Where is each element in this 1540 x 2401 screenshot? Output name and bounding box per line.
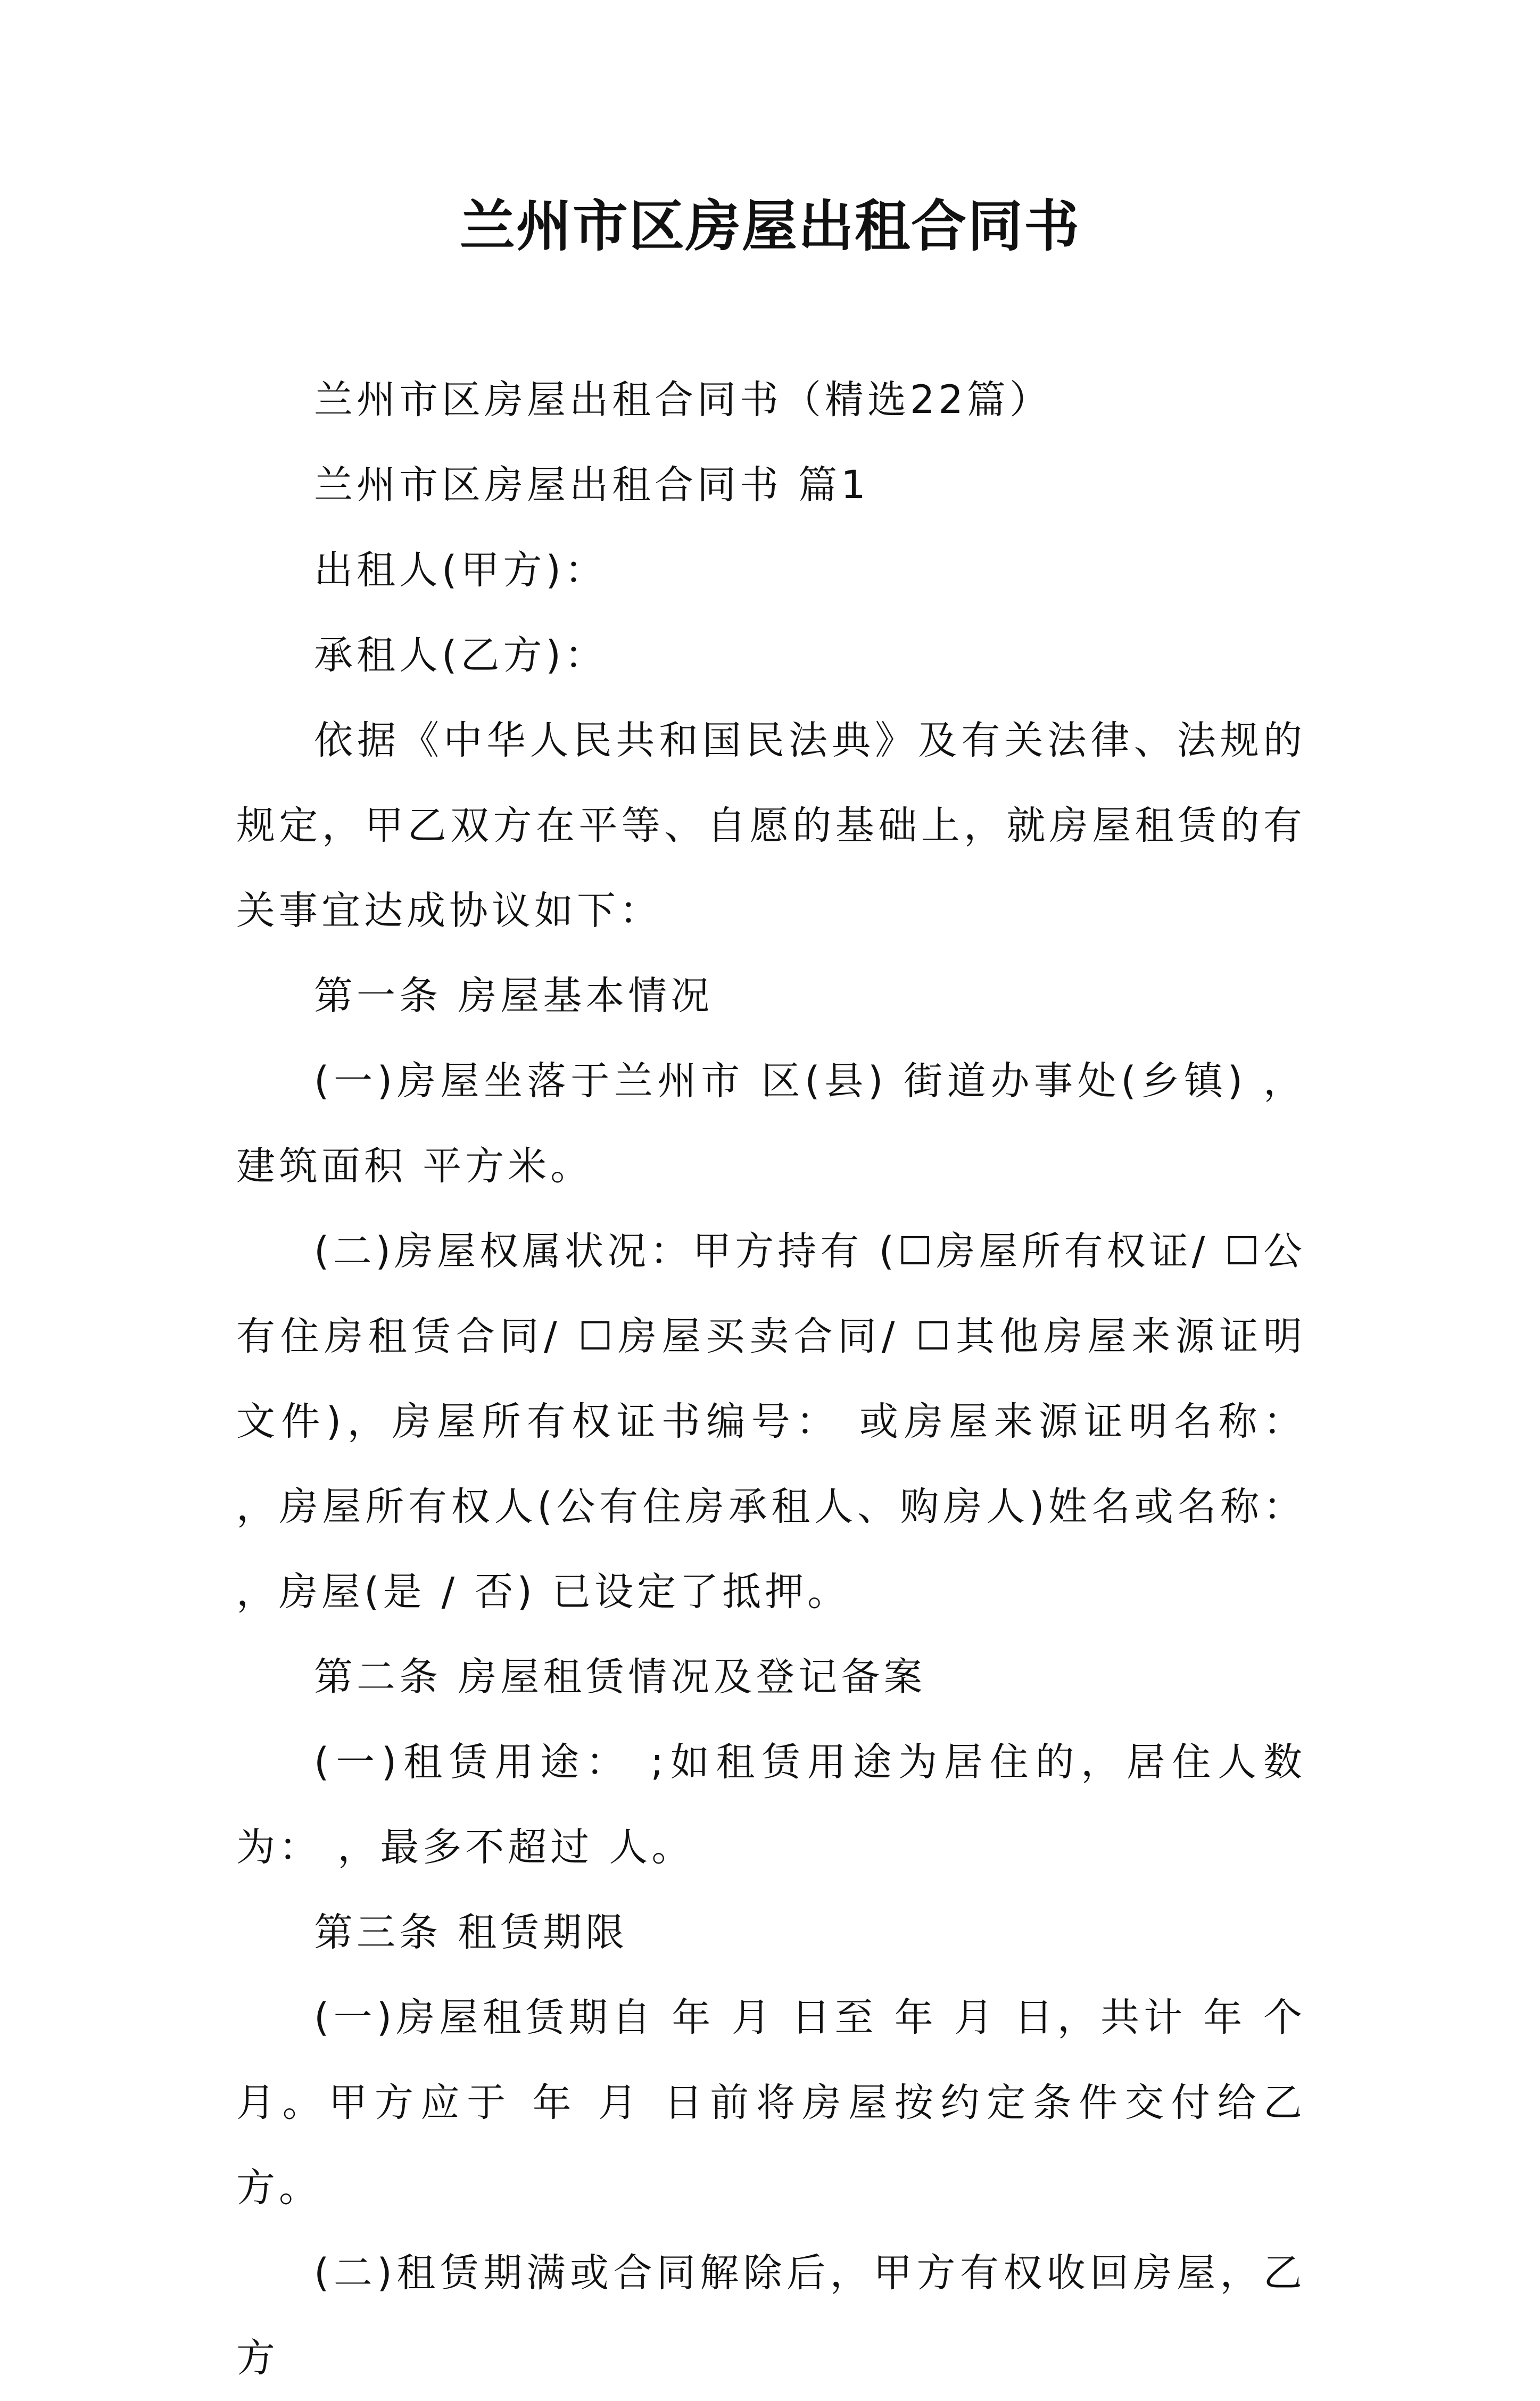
paragraph-article-2-item-1: (一)租赁用途： ;如租赁用途为居住的，居住人数为： ，最多不超过 人。 bbox=[236, 1740, 1306, 1870]
paragraph-article-1-item-2: (二)房屋权属状况：甲方持有 (☐房屋所有权证/ ☐公有住房租赁合同/ ☐房屋买卖合同/ ☐其他房屋来源证明文件)，房屋所有权证书编号： 或房屋来源证明名称： ，房屋所有权人(公有住房承租人、购房人)姓名或名称： ，房屋(是 / 否) 已设定了抵押。 bbox=[236, 1229, 1306, 1615]
paragraph-subtitle: 兰州市区房屋出租合同书（精选22篇） bbox=[314, 377, 1052, 423]
document-title: 兰州市区房屋出租合同书 bbox=[459, 193, 1080, 259]
paragraph-article-1: 第一条 房屋基本情况 bbox=[314, 973, 714, 1019]
paragraph-lessor: 出租人(甲方)： bbox=[314, 548, 607, 593]
paragraph-article-3-item-1: (一)房屋租赁期自 年 月 日至 年 月 日，共计 年 个月。甲方应于 年 月 日前将房屋按约定条件交付给乙方。 bbox=[236, 1995, 1306, 2210]
paragraph-article-2: 第二条 房屋租赁情况及登记备案 bbox=[314, 1654, 926, 1700]
document-body bbox=[236, 358, 1306, 2401]
paragraph-article-3-item-2: (二)租赁期满或合同解除后，甲方有权收回房屋，乙方 bbox=[236, 2250, 1306, 2381]
paragraph-article-3: 第三条 租赁期限 bbox=[314, 1910, 628, 1955]
paragraph-article-1-item-1: (一)房屋坐落于兰州市 区(县) 街道办事处(乡镇) ，建筑面积 平方米。 bbox=[236, 1058, 1306, 1189]
paragraph-lessee: 承租人(乙方)： bbox=[314, 633, 607, 678]
paragraph-preamble: 依据《中华人民共和国民法典》及有关法律、法规的规定，甲乙双方在平等、自愿的基础上，就房屋租赁的有关事宜达成协议如下： bbox=[236, 718, 1306, 933]
paragraph-section-heading: 兰州市区房屋出租合同书 篇1 bbox=[314, 462, 870, 508]
